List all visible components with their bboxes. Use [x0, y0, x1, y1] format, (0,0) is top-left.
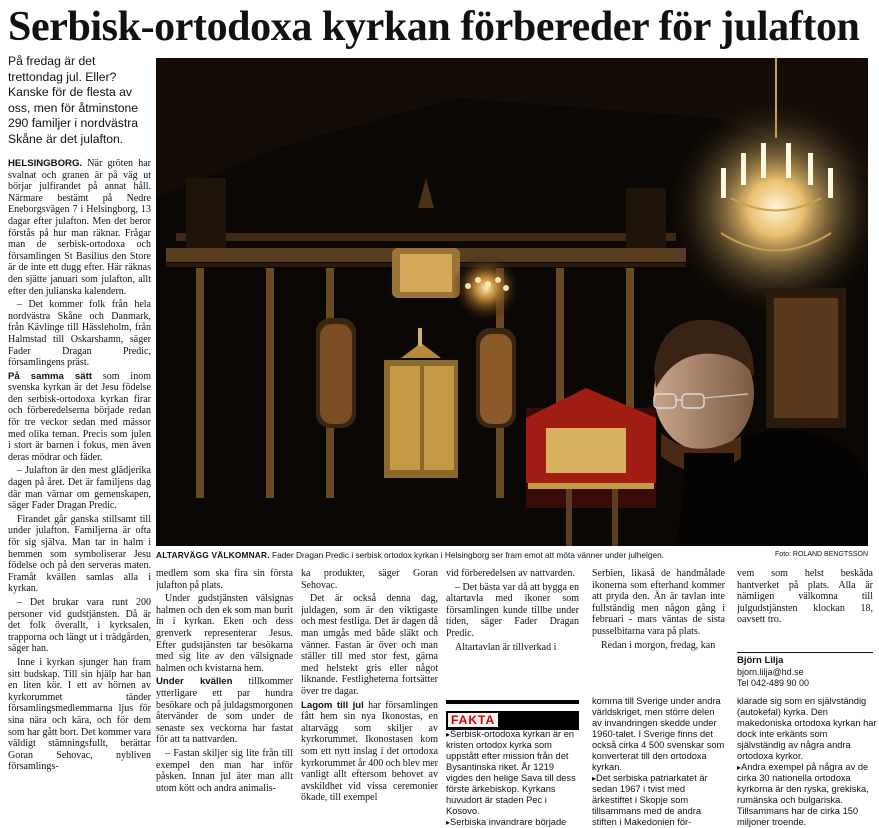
caption-text: Fader Dragan Predic i serbisk ortodox kyrkan i Helsingborg ser fram emot att möta vänner under julhelgen.	[269, 550, 664, 560]
paragraph: som inom svenska kyrkan är det Jesu födelse den serbisk-ortodoxa kyrkan firar och förberedelserna började redan för tre veckor sedan med mässor med olika teman. Precis som julen i stort är barnen i fokus, men även deras mödrar och fäder.	[8, 370, 151, 463]
byline	[737, 652, 873, 690]
paragraph: – Det brukar vara runt 200 personer vid gudstjänsten. Då är det folk överallt, i kyrksalen, trapporna och längt ut i trädgården, säger han.	[8, 596, 151, 655]
subhead: Under kvällen	[156, 676, 233, 688]
paragraph: ka produkter, säger Goran Sehovac.	[301, 568, 438, 591]
author-email[interactable]: bjorn.lilja@hd.se	[737, 666, 804, 677]
article-column-1	[8, 158, 151, 828]
paragraph: vid förberedelsen av nattvarden.	[446, 568, 575, 579]
author-name: Björn Lilja	[737, 655, 784, 666]
ingress: På fredag är det trettondag jul. Eller? Kanske för de flesta av oss, men för åtminstone 290 familjer i nordvästra Skåne är det julafton.	[8, 54, 139, 146]
article-column-3	[301, 568, 438, 828]
article-column-2	[156, 568, 293, 828]
paragraph: tillkommer ytterligare ett par hundra besökare och på juldagsmorgonen återvänder de som under de senaste sex veckorna har fastat för att ta nattvarden.	[156, 676, 293, 746]
dateline: HELSINGBORG.	[8, 158, 83, 169]
paragraph: – Det kommer folk från hela nordvästra Skåne och Danmark, från Kävlinge till Hässleholm, från Halmstad till Oskarshamn, säger Fader Dragan Predic, församlingens präst.	[8, 299, 151, 369]
fact-column-2	[592, 696, 726, 828]
fact-item: ▸ Serbisk-ortodoxa kyrkan är en kristen ortodox kyrka som uppstått efter mission från det Bysantinska riket. År 1219 vigdes den helige Sava till dess förste ärkebiskop. Kyrkans huvudort är staden Pec i Kosovo.	[446, 729, 580, 817]
fact-box-top-bar	[446, 700, 579, 704]
article-column-5	[592, 568, 725, 684]
paragraph: Inne i kyrkan sjunger han fram sitt budskap. Till sin hjälp har han en liten kör. I ett av hörnen av kyrkorummet tänder församlingsmedlemmarna ljus för sina nära och kära, och för dem som har gått bort. Det kommer vara väldigt stämningsfullt, berättar Goran Sehovac, nybliven församlings-	[8, 656, 151, 773]
paragraph: – Julafton är den mest glädjerika dagen på året. Det är familjens dag där man värnar om gemenskapen, säger Fader Dragan Predic.	[8, 465, 151, 512]
paragraph: Firandet går ganska stillsamt till under julafton. Familjerna är ofta för sig själva. Man tar in halm i hemmen som symboliserar Jesu födelse och på den serveras maten. Framåt kvällen samlas alla i kyrkan.	[8, 513, 151, 595]
paragraph: Det är också denna dag, juldagen, som är den viktigaste och mest festliga. Det är dagen då man umgås med både släkt och vänner. Fastan är över och man ställer till med stor fest, gärna med helstekt gris eller något liknande. Festligheterna fortsätter över tre dagar.	[301, 593, 438, 697]
fact-item: ▸ Serbiska invandrare började	[446, 817, 580, 828]
fact-item: ▸ Andra exempel på några av de cirka 30 nationella ortodoxa kyrkorna är den ryska, grekiska, rumänska och bulgariska. Tillsammans har de cirka 150 miljoner troende.	[737, 762, 877, 828]
fact-item: komma till Sverige under andra världskriget, men större delen av invandringen skedde under 1960-talet. I Sverige finns det också cirka 4 500 svenskar som konverterat till den ortodoxa kyrkan.	[592, 696, 725, 772]
fact-item: klarade sig som en självständig (autokefal) kyrka. Den makedoniska ortodoxa kyrkan har dock inte erkänts som självständig av några andra ortodoxa kyrkor.	[737, 696, 877, 761]
fact-item: ▸ Det serbiska patriarkatet är sedan 1967 i tvist med ärkestiftet i Skopje som tillsammans med de andra stiften i Makedonien för-	[592, 773, 726, 828]
paragraph: – Fastan skiljer sig lite från till exempel den man har inför påsken. Innan jul äter man allt utom kött och andra animalis-	[156, 747, 293, 794]
iconostasis-photo	[156, 58, 868, 546]
article-column-6	[737, 568, 873, 652]
paragraph: När gröten har svalnat och granen är på väg ut börjar julfirandet på annat håll. Närmare bestämt på Nedre Eneborgsvägen 7 i Helsingborg, 13 dagar efter julafton. Men det beror förstås på hur man räknar. Frågar man de serbisk-ortodoxa och församlingen St Basilius den Store är de inte ett dugg efter. Här räknas den sjätte januari som julafton, allt efter den julianska kalendern.	[8, 158, 151, 297]
fact-column-3	[737, 696, 877, 828]
photo-caption	[156, 549, 868, 561]
photo-credit: Foto: ROLAND BENGTSSON	[775, 551, 868, 558]
fact-box-title: FAKTA	[448, 713, 498, 727]
byline-divider	[737, 652, 873, 653]
subhead: Lagom till jul	[301, 699, 364, 711]
author-phone: Tel 042-489 90 00	[737, 678, 810, 688]
paragraph: Serbien, likaså de handmålade ikonerna som efterhand kommer att pryda den. Än är tavlan inte fullständig men någon gång i februari - mars väntas de sista pusselbitarna vara på plats.	[592, 568, 725, 637]
paragraph: medlem som ska fira sin första julafton på plats.	[156, 568, 293, 591]
paragraph: vem som helst beskåda hantverket på plats. Alla är nämligen välkomna till julgudstjänsten klockan 18, oavsett tro.	[737, 568, 873, 626]
fact-box-header	[446, 711, 579, 730]
paragraph: Under gudstjänsten välsignas halmen och den ek som man burit in i kyrkan. Eken och dess grenverk representerar Jesus. Efter gudstjänsten tar besökarna med sig lite av den välsignade halmen och kvistarna hem.	[156, 593, 293, 674]
subhead: På samma sätt	[8, 370, 92, 382]
paragraph: Redan i morgon, fredag, kan	[601, 639, 716, 651]
headline: Serbisk-ortodoxa kyrkan förbereder för julafton	[8, 4, 860, 50]
church-photo	[156, 58, 868, 546]
caption-lead: ALTARVÄGG VÄLKOMNAR.	[156, 550, 270, 560]
fact-column-1	[446, 729, 580, 828]
fact-box	[446, 696, 878, 828]
paragraph: – Det bästa var då att bygga en altartavla med ikoner som församlingen kunde tillbe under tiden, säger Fader Dragan Predic.	[446, 581, 579, 639]
paragraph: Altartavlan är tillverkad i	[455, 641, 557, 653]
article-column-4	[446, 568, 579, 684]
paragraph: har församlingen fått hem sin nya Ikonostas, en altarvägg som skiljer av kyrkorummet. Ikonostasen kom som ett nytt inslag i det ortodoxa kyrkorummet år 400 och blev mer vanligt allt eftersom behovet av avskildhet vid vissa ceremonier ökade, till exempel	[301, 699, 438, 804]
